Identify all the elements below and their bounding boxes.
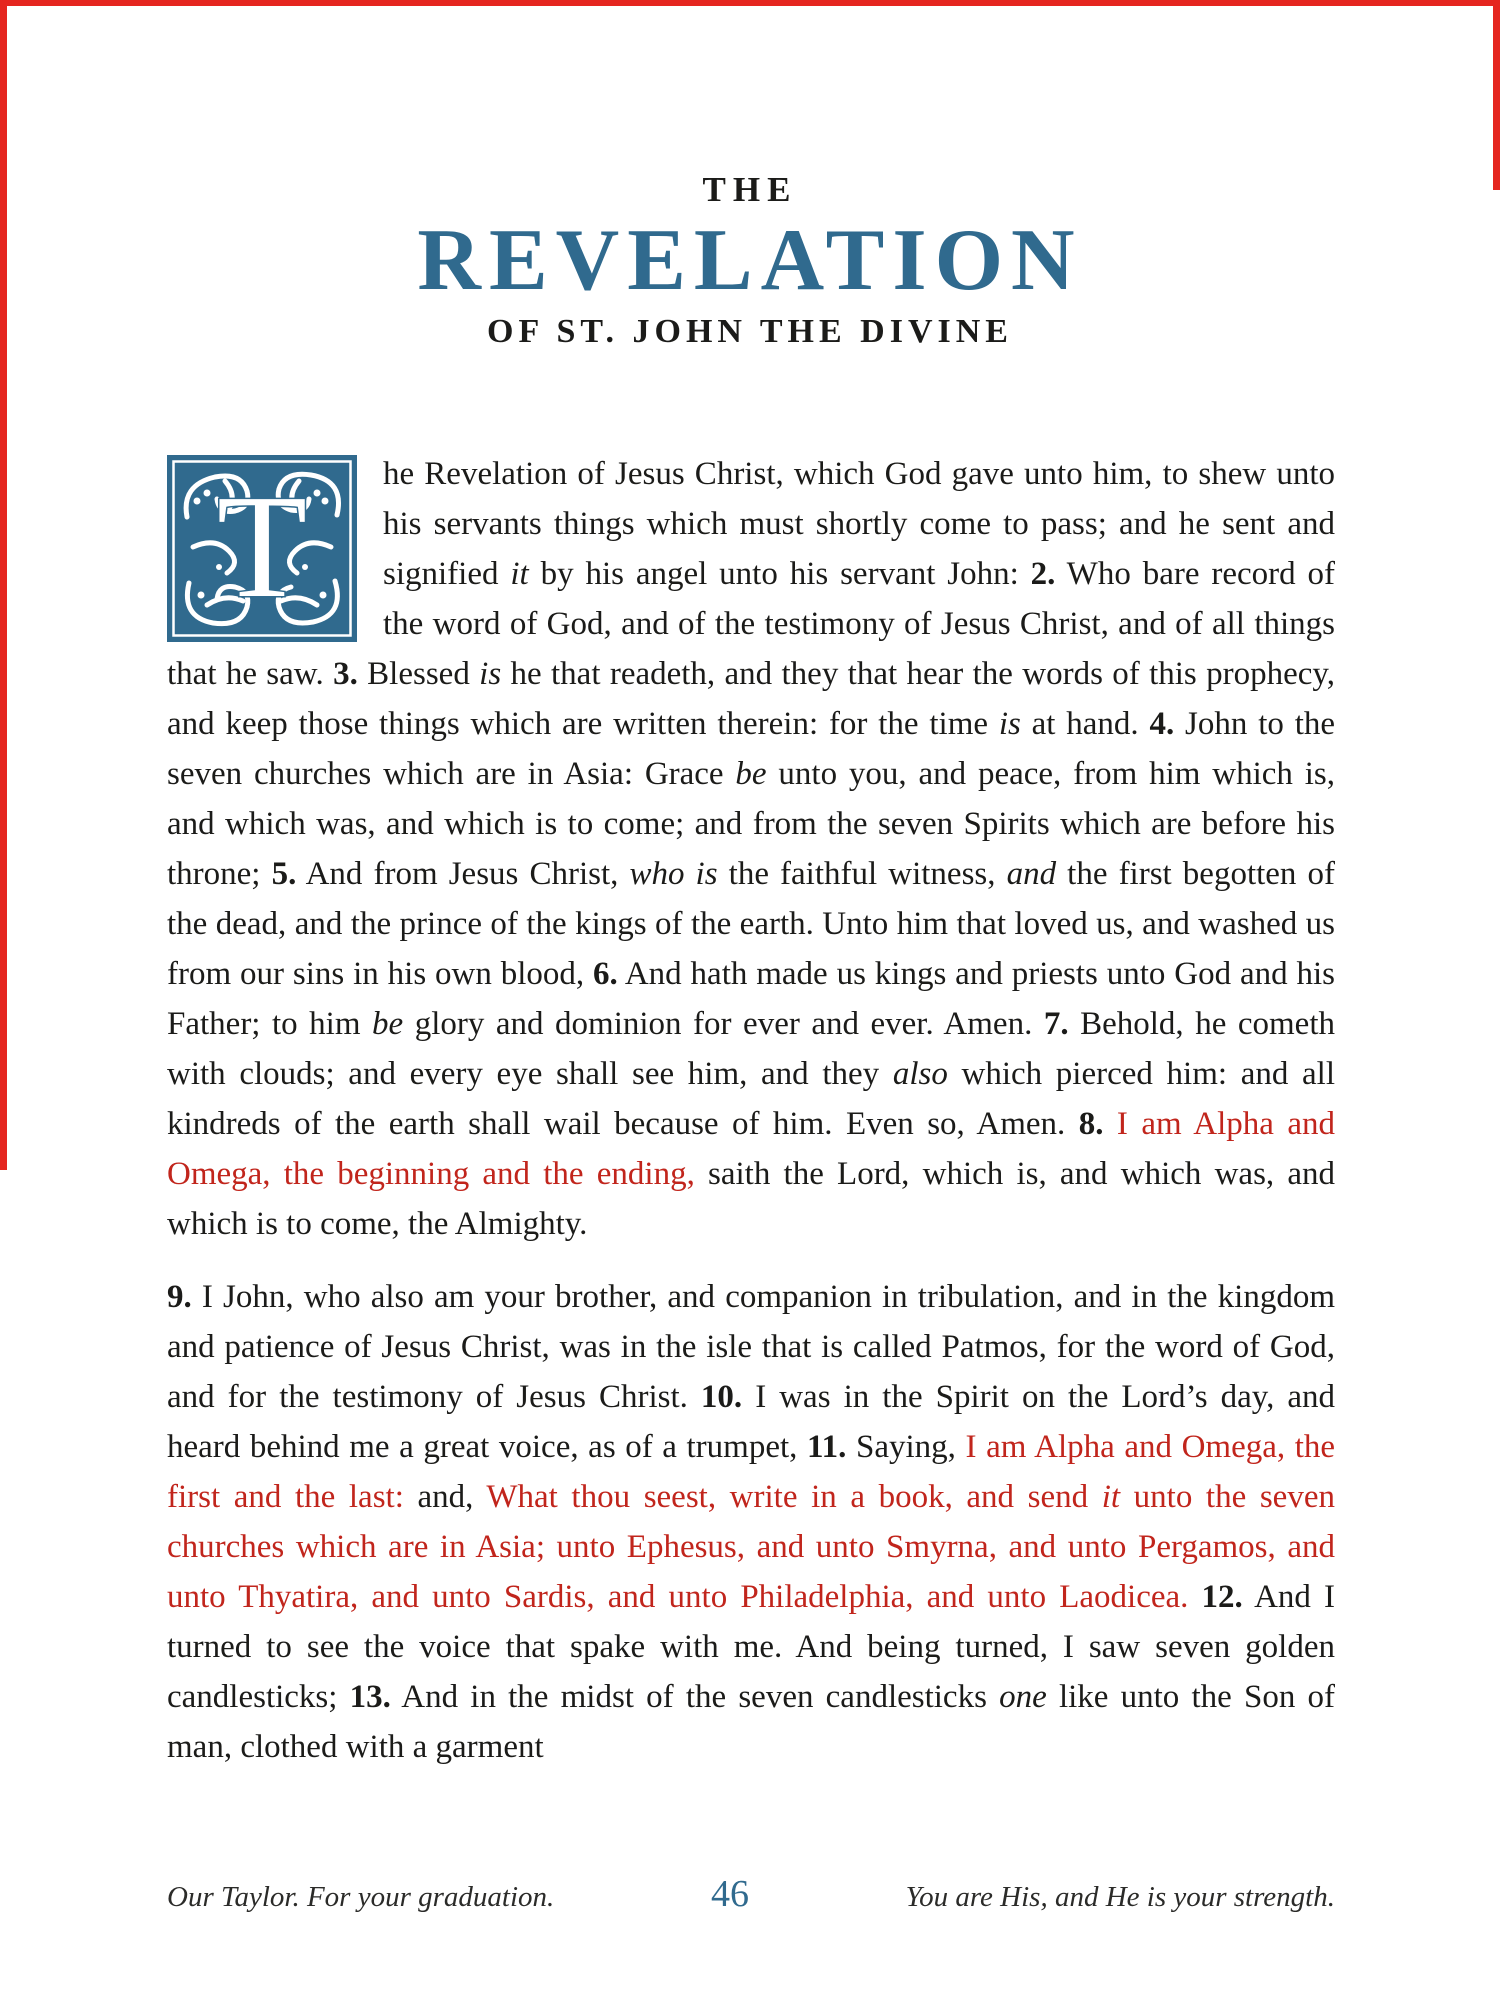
verse-number: 2.	[1030, 556, 1056, 592]
verse-number: 5.	[271, 856, 297, 892]
book-title-kicker: THE	[702, 170, 798, 209]
verse-number: 6.	[593, 956, 618, 992]
verse-text: at hand.	[1020, 706, 1150, 742]
verse-text: Behold, he cometh with clouds; and every eye shall see him, and they	[167, 1006, 1335, 1092]
verse-number: 12.	[1201, 1579, 1243, 1615]
verse-text: Saying,	[846, 1429, 966, 1465]
verse-text: And I turned to see the voice that spake with me. And being turned, I saw seven golden candlesticks;	[167, 1579, 1336, 1715]
drop-cap-T-icon	[167, 455, 357, 642]
verse-text: it	[510, 556, 529, 592]
verse-number: 8.	[1078, 1106, 1104, 1142]
verse-text: is	[479, 656, 502, 692]
verse-text: unto you, and peace, from him which is, and which was, and which is to come; and from the seven Spirits which are before his throne;	[167, 756, 1336, 892]
red-edge-line-top	[0, 0, 1500, 6]
paragraph-verses-1-8	[167, 449, 1335, 1249]
verse-text: is	[998, 706, 1021, 742]
verse-number: 4.	[1149, 706, 1175, 742]
verse-text: glory and dominion for ever and ever. Amen.	[403, 1006, 1044, 1042]
verse-number: 7.	[1043, 1006, 1069, 1042]
verse-number: 13.	[349, 1679, 391, 1715]
words-of-christ: I am Alpha and Omega, the first and the last:	[167, 1429, 1336, 1515]
verse-text: also	[892, 1056, 948, 1092]
verse-text: he that readeth, and they that hear the words of this prophecy, and keep those things which are written therein: for the time	[167, 656, 1335, 742]
red-edge-line-left	[0, 0, 7, 1170]
verse-text: like unto the Son of man, clothed with a garment	[167, 1679, 1336, 1765]
verse-text: I John, who also am your brother, and companion in tribulation, and in the kingdom and patience of Jesus Christ, was in the isle that is called Patmos, for the word of God, and for the testimony of Jesus Christ.	[167, 1279, 1335, 1415]
verse-text	[1188, 1579, 1201, 1615]
verse-number: 10.	[700, 1379, 743, 1415]
verse-text: And in the midst of the seven candlesticks	[390, 1679, 1000, 1715]
footer-dedication-right: You are His, and He is your strength.	[905, 1881, 1335, 1913]
footer-dedication-left: Our Taylor. For your graduation.	[167, 1881, 555, 1913]
verse-number: 11.	[806, 1429, 847, 1465]
verse-number: 9.	[167, 1279, 192, 1315]
book-title: REVELATION	[417, 212, 1083, 309]
page-header	[0, 172, 1500, 349]
verse-text: by his angel unto his servant John:	[528, 556, 1031, 592]
verse-number: 3.	[333, 656, 358, 692]
page-footer	[167, 1872, 1335, 1916]
verse-text: saith the Lord, which is, and which was, and which is to come, the Almighty.	[167, 1156, 1335, 1242]
verse-text: be	[372, 1006, 404, 1042]
words-of-christ: I am Alpha and Omega, the beginning and the ending,	[167, 1106, 1336, 1192]
book-subtitle: OF ST. JOHN THE DIVINE	[487, 313, 1013, 350]
verse-text: Blessed	[357, 656, 480, 692]
verse-text	[1103, 1106, 1116, 1142]
drop-cap-letter: T	[216, 465, 308, 629]
verse-text: one	[999, 1679, 1047, 1715]
words-of-christ: unto the seven churches which are in Asia; unto Ephesus, and unto Smyrna, and unto Pergamos, and unto Thyatira, and unto Sardis, and unto Philadelphia, and unto Laodicea.	[167, 1479, 1335, 1615]
verse-text: Who bare record of the word of God, and of the testimony of Jesus Christ, and of all things that he saw.	[167, 556, 1335, 692]
words-of-christ: it	[1101, 1479, 1121, 1515]
verse-text: and	[1006, 856, 1057, 892]
verse-text: be	[735, 756, 767, 792]
paragraph-verses-9-13	[167, 1272, 1335, 1772]
verse-text: the first begotten of the dead, and the prince of the kings of the earth. Unto him that loved us, and washed us from our sins in his own blood,	[167, 856, 1335, 992]
verse-text: who is	[629, 856, 718, 892]
words-of-christ: What thou seest, write in a book, and send	[486, 1479, 1102, 1515]
scripture-text	[167, 449, 1335, 1772]
verse-text: and,	[403, 1479, 487, 1515]
verse-text: John to the seven churches which are in Asia: Grace	[167, 706, 1336, 792]
verse-text: I was in the Spirit on the Lord’s day, and heard behind me a great voice, as of a trumpet,	[167, 1379, 1335, 1465]
verse-text: And from Jesus Christ,	[296, 856, 630, 892]
verse-text: And hath made us kings and priests unto God and his Father; to him	[167, 956, 1336, 1042]
verse-text: the faithful witness,	[717, 856, 1007, 892]
verse-text: which pierced him: and all kindreds of the earth shall wail because of him. Even so, Amen.	[167, 1056, 1335, 1142]
drop-cap-ornament	[167, 455, 357, 642]
verse-text: he Revelation of Jesus Christ, which God gave unto him, to shew unto his servants things which must shortly come to pass; and he sent and signified	[383, 456, 1335, 592]
page-number: 46	[710, 1873, 749, 1915]
red-edge-line-right	[1493, 0, 1500, 190]
